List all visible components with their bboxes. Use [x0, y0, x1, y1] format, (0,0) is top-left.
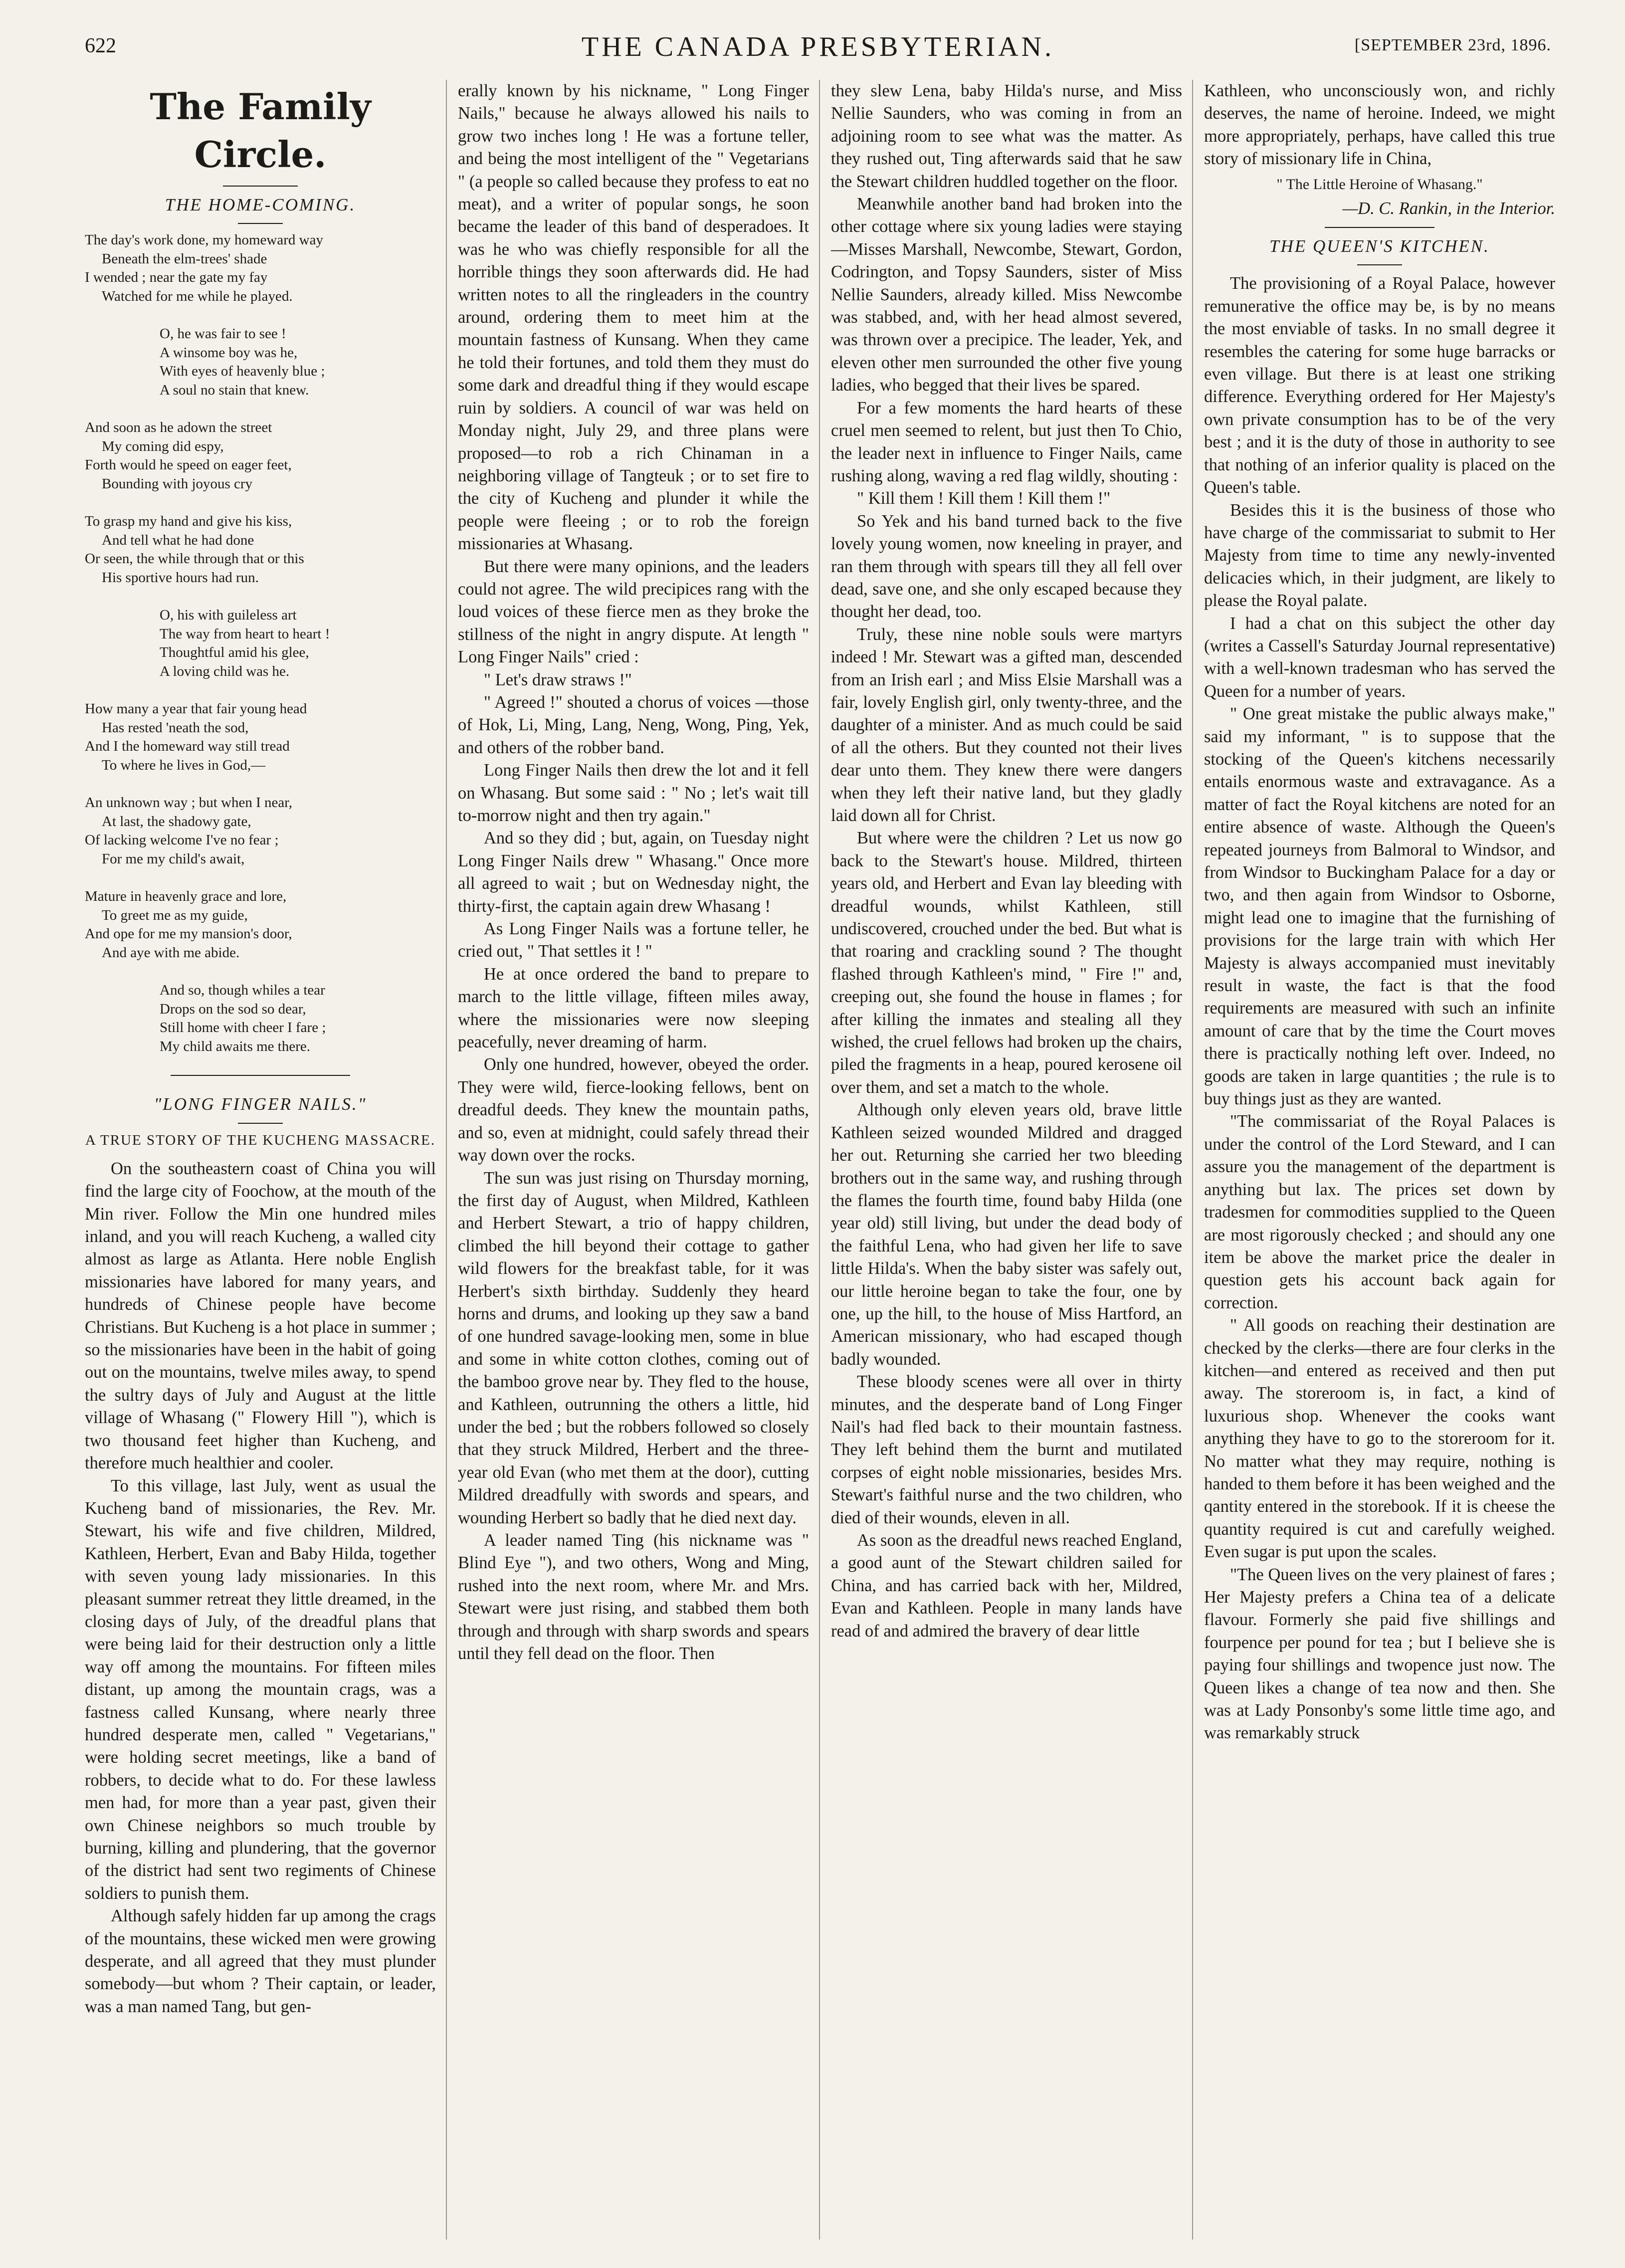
paragraph: "The Queen lives on the very plainest of fares ; Her Majesty prefers a China tea of a delicate flavour. Formerly she paid five shillings and fourpence per pound for tea ; but I believe she is paying four shillings and twopence just now. The Queen likes a change of tea now and then. She was at Lady Ponsonby's some little time ago, and was remarkably struck	[1204, 1565, 1555, 1743]
poem-body	[85, 231, 436, 1056]
paragraph: " Kill them ! Kill them ! Kill them !"	[857, 489, 1111, 508]
article-text	[1204, 80, 1555, 171]
poem-stanza	[160, 981, 436, 1056]
column-2	[458, 80, 809, 2240]
paragraph: "The commissariat of the Royal Palaces is under the control of the Lord Steward, and I can assure you the management of the department is anything but lax. The prices set down by tradesmen for commodities supplied to the Queen are most rigorously checked ; and should any one item be above the market price the dealer in question gets his account back again for correction.	[1204, 1112, 1555, 1312]
paragraph: For a few moments the hard hearts of these cruel men seemed to relent, but just then To Chio, the leader next in influence to Finger Nails, came rushing along, waving a red flag wildly, shouting :	[831, 398, 1182, 485]
poem-line: Has rested 'neath the sod,	[102, 719, 249, 736]
paragraph: On the southeastern coast of China you will find the large city of Foochow, at the mouth of the Min river. Follow the Min one hundred miles inland, and you will reach Kucheng, a walled city almost as large as Atlanta. Here noble English missionaries have labored for many years, and hundreds of Chinese people have become Christians. But Kucheng is a hot place in summer ; so the missionaries have been in the habit of going out on the mountains, twelve miles away, to spend the sultry days of July and August at the little village of Whasang (" Flowery Hill "), which is two thousand feet higher than Kucheng, and therefore much healthier and cooler.	[85, 1159, 436, 1473]
poem-line: My child awaits me there.	[160, 1038, 310, 1054]
poem-line: The way from heart to heart !	[160, 625, 330, 642]
poem-line: And so, though whiles a tear	[160, 982, 325, 999]
poem-stanza	[85, 418, 436, 493]
paragraph: So Yek and his band turned back to the five lovely young women, now kneeling in prayer, and ran them through with spears till they all fell over dead, save one, and she only escaped because they thought her dead, too.	[831, 511, 1182, 621]
poem-line: A winsome boy was he,	[160, 344, 298, 361]
article-title: THE QUEEN'S KITCHEN.	[1269, 236, 1490, 256]
paragraph: erally known by his nickname, " Long Finger Nails," because he always allowed his nails to grow two inches long ! He was a fortune teller, and being the most intelligent of the " Vegetarians " (a people so called because they profess to eat no meat), and a writer of popular songs, he soon became the leader of this band of desperadoes. It was he who was chiefly responsible for all the horrible things they soon afterwards did. He had written notes to all the ringleaders in the country around, ordering them to meet him at the mountain fastness of Kunsang. When they came he told their fortunes, and told them they must do some dark and dreadful thing if they would escape ruin by soldiers. A council of war was held on Monday night, July 29, and three plans were proposed—to rob a rich Chinaman in a neighboring village of Tangteuk ; or to set fire to the city of Kucheng and plunder it while the people were fleeing ; or to rob the foreign missionaries at Whasang.	[458, 81, 809, 554]
poem-line: And tell what he had done	[102, 532, 254, 548]
poem-line: I wended ; near the gate my fay	[85, 269, 268, 286]
poem-title: THE HOME-COMING.	[165, 195, 356, 214]
article-text	[831, 80, 1182, 1643]
paragraph: " Let's draw straws !"	[484, 670, 632, 689]
column-4	[1204, 80, 1555, 2240]
poem-line: To where he lives in God,—	[102, 757, 266, 773]
divider-rule	[1357, 264, 1402, 265]
paragraph: Long Finger Nails then drew the lot and it fell on Whasang. But some said : " No ; let's wait till to-morrow night and then try again."	[458, 761, 809, 825]
paragraph: Kathleen, who unconsciously won, and richly deserves, the name of heroine. Indeed, we might more appropriately, perhaps, have called this true story of missionary life in China,	[1204, 81, 1555, 169]
paragraph: they slew Lena, baby Hilda's nurse, and Miss Nellie Saunders, who was coming in from an adjoining room to see what was the matter. As they rushed out, Ting afterwards said that he saw the Stewart children huddled together on the floor.	[831, 81, 1182, 191]
paragraph: A leader named Ting (his nickname was " Blind Eye "), and two others, Wong and Ming, rushed into the next room, where Mr. and Mrs. Stewart were just rising, and stabbed them both through and through with sharp swords and spears until they fell dead on the floor. Then	[458, 1531, 809, 1663]
poem-line: And soon as he adown the street	[85, 419, 272, 436]
article-text	[458, 80, 809, 1665]
paragraph: To this village, last July, went as usual the Kucheng band of missionaries, the Rev. Mr. Stewart, his wife and five children, Mildred, Kathleen, Herbert, Evan and Baby Hilda, together with seven young lady missionaries. In this pleasant summer retreat they little dreamed, in the closing days of July, of the dreadful plans that were being laid for their destruction only a little way off among the mountains. For fifteen miles distant, up among the mountain crags, was a fastness called Kunsang, where nearly three hundred desperate men, called " Vegetarians," were holding secret meetings, like a band of robbers, to decide what to do. For these lawless men had, for more than a year past, given their own Chinese neighbors so much trouble by burning, killing and plundering, that the governor of the district had sent two regiments of Chinese soldiers to punish them.	[85, 1476, 436, 1903]
paragraph: " All goods on reaching their destination are checked by the clerks—there are four clerks in the kitchen—and entered as received and then put away. The storeroom is, in fact, a kind of luxurious shop. Whenever the cooks want anything they have to go to the storeroom for it. No matter what they may require, nothing is handed to them before it has been weighed and the qantity entered in the storebook. If it is cheese the quantity required is cut and carefully weighed. Even sugar is put upon the scales.	[1204, 1316, 1555, 1562]
poem-line: Watched for me while he played.	[102, 288, 293, 304]
poem-line: Of lacking welcome I've no fear ;	[85, 832, 279, 848]
poem-line: At last, the shadowy gate,	[102, 813, 251, 829]
divider-rule	[238, 1123, 283, 1124]
poem-stanza	[85, 887, 436, 962]
paragraph: These bloody scenes were all over in thirty minutes, and the desperate band of Long Finger Nail's had fled back to their mountain fastness. They left behind them the burnt and mutilated corpses of eight noble missionaries, besides Mrs. Stewart's faithful nurse and the two children, who died of their wounds, eleven in all.	[831, 1372, 1182, 1527]
poem-line: His sportive hours had run.	[102, 569, 259, 586]
poem-line: Thoughtful amid his glee,	[160, 644, 309, 661]
story-alt-title: " The Little Heroine of Whasang."	[1276, 176, 1483, 193]
poem-line: With eyes of heavenly blue ;	[160, 363, 325, 380]
poem-line: Drops on the sod so dear,	[160, 1001, 306, 1017]
poem-stanza	[160, 325, 436, 400]
poem-line: For me my child's await,	[102, 850, 245, 867]
paragraph: The sun was just rising on Thursday morning, the first day of August, when Mildred, Kathleen and Herbert Stewart, a trio of happy children, climbed the hill beyond their cottage to gather wild flowers for the breakfast table, for it was Herbert's sixth birthday. Suddenly they heard horns and drums, and looking up they saw a band of one hundred savage-looking men, some in blue and some in white cotton clothes, coming out of the bamboo grove near by. They fled to the house, and Kathleen, outrunning the others a little, hid under the bed ; but the robbers followed so closely that they struck Mildred, Herbert and the three-year old Evan (who met them at the door), cutting Mildred dreadfully with swords and spears, and wounding Herbert so badly that he died next day.	[458, 1168, 809, 1527]
page-number: 622	[85, 34, 116, 57]
divider-rule	[223, 186, 298, 187]
story-attribution: —D. C. Rankin, in the Interior.	[1342, 199, 1555, 218]
paragraph: As Long Finger Nails was a fortune teller, he cried out, " That settles it ! "	[458, 919, 809, 961]
poem-line: O, he was fair to see !	[160, 326, 286, 342]
poem-line: Beneath the elm-trees' shade	[102, 250, 267, 267]
divider-rule	[171, 1075, 350, 1076]
paragraph: Only one hundred, however, obeyed the order. They were wild, fierce-looking fellows, bent on dreadful deeds. They knew the mountain paths, and so, even at midnight, could safely thread their way down over the rocks.	[458, 1055, 809, 1165]
poem-stanza	[85, 512, 436, 587]
poem-line: And ope for me my mansion's door,	[85, 926, 292, 942]
poem-line: A soul no stain that knew.	[160, 382, 309, 398]
poem-line: Or seen, the while through that or this	[85, 551, 304, 567]
story-subtitle: A TRUE STORY OF THE KUCHENG MASSACRE.	[85, 1132, 436, 1148]
article-text	[85, 1158, 436, 2018]
paragraph: But where were the children ? Let us now go back to the Stewart's house. Mildred, thirteen years old, and Herbert and Evan lay bleeding with dreadful wounds, whilst Kathleen, still undiscovered, crouched under the bed. But what is that roaring and crackling sound ? The thought flashed through Kathleen's mind, " Fire !" and, creeping out, she found the house in flames ; for after killing the inmates and stealing all they wished, the cruel fellows had broken up the chairs, piled the fragments in a heap, poured kerosene oil over them, and set a match to the whole.	[831, 828, 1182, 1097]
divider-rule	[1325, 227, 1434, 228]
poem-line: Bounding with joyous cry	[102, 475, 253, 492]
paragraph: The provisioning of a Royal Palace, however remunerative the office may be, is by no means the most enviable of tasks. In no small degree it resembles the catering for some huge barracks or even village. But there is at least one striking difference. Everything ordered for Her Majesty's own private consumption has to be of the very best ; and it is the duty of those in authority to see that nothing of an inferior quality is placed on the Queen's table.	[1204, 274, 1555, 497]
poem-stanza	[85, 231, 436, 306]
poem-line: The day's work done, my homeward way	[85, 232, 323, 248]
paragraph: I had a chat on this subject the other day (writes a Cassell's Saturday Journal representative) with a well-known tradesman who has served the Queen for a number of years.	[1204, 614, 1555, 701]
paragraph: But there were many opinions, and the leaders could not agree. The wild precipices rang with the loud voices of these fierce men as they broke the stillness of the night in angry dispute. At length " Long Finger Nails" cried :	[458, 557, 809, 667]
poem-line: To greet me as my guide,	[102, 907, 248, 923]
column-divider	[1192, 80, 1193, 2240]
newspaper-title: THE CANADA PRESBYTERIAN.	[581, 31, 1055, 62]
story-title: "LONG FINGER NAILS."	[154, 1094, 367, 1114]
article-text	[1204, 272, 1555, 1744]
poem-line: An unknown way ; but when I near,	[85, 795, 293, 811]
poem-stanza	[85, 794, 436, 868]
issue-date: [SEPTEMBER 23rd, 1896.	[1354, 36, 1551, 54]
poem-stanza	[160, 606, 436, 681]
poem-line: And I the homeward way still tread	[85, 738, 290, 755]
paragraph: Although safely hidden far up among the crags of the mountains, these wicked men were growing desperate, and all agreed that they must plunder somebody—but whom ? Their captain, or leader, was a man named Tang, but gen-	[85, 1906, 436, 2016]
masthead	[85, 31, 1551, 66]
paragraph: And so they did ; but, again, on Tuesday night Long Finger Nails drew " Whasang." Once more all agreed to wait ; but on Wednesday night, the thirty-first, the captain again drew Whasang !	[458, 828, 809, 916]
paragraph: He at once ordered the band to prepare to march to the little village, fifteen miles away, where the missionaries were now sleeping peacefully, never dreaming of harm.	[458, 964, 809, 1052]
paragraph: As soon as the dreadful news reached England, a good aunt of the Stewart children sailed for China, and has carried back with her, Mildred, Evan and Kathleen. People in many lands have read of and admired the bravery of dear little	[831, 1531, 1182, 1641]
paragraph: Truly, these nine noble souls were martyrs indeed ! Mr. Stewart was a gifted man, descended from an Irish earl ; and Miss Elsie Marshall was a fair, lovely English girl, only twenty-three, and the daughter of a minister. And as much could be said of all the others. But they counted not their lives dear unto them. They knew there were dangers when they left their native land, but they gladly laid down all for Christ.	[831, 624, 1182, 825]
column-3	[831, 80, 1182, 2240]
poem-stanza	[85, 700, 436, 775]
poem-line: To grasp my hand and give his kiss,	[85, 513, 292, 530]
poem-line: Still home with cheer I fare ;	[160, 1020, 326, 1036]
paragraph: Meanwhile another band had broken into the other cottage where six young ladies were staying—Misses Marshall, Newcombe, Stewart, Gordon, Codrington, and Topsy Saunders, sister of Miss Nellie Saunders, already killed. Miss Newcombe was stabbed, and, with her head almost severed, was thrown over a precipice. The leader, Yek, and eleven other men surrounded the other five young ladies, who begged that their lives be spared.	[831, 195, 1182, 395]
poem-line: My coming did espy,	[102, 438, 224, 454]
poem-line: O, his with guileless art	[160, 607, 297, 623]
column-divider	[819, 80, 820, 2240]
poem-line: A loving child was he.	[160, 663, 290, 679]
poem-line: And aye with me abide.	[102, 944, 240, 961]
paragraph: " One great mistake the public always make," said my informant, " is to suppose that the stocking of the Queen's kitchens necessarily entails enormous waste and extravagance. As a matter of fact the Royal kitchens are noted for an entire absence of waste. Although the Queen's repeated journeys from Balmoral to Windsor, and from Windsor to Buckingham Palace for a day or two, and then again from Windsor to Osborne, might lead one to imagine that the furnishing of provisions for the large train with which Her Majesty is always accompanied must inevitably result in waste, the fact is that the food requirements are measured with such an infinite amount of care that by the time the Court moves there is practically nothing left over. Indeed, no goods are taken in large quantities ; the rule is to buy things just as they are wanted.	[1204, 704, 1555, 1109]
paragraph: Besides this it is the business of those who have charge of the commissariat to submit to Her Majesty from time to time any newly-invented delicacies which, in their judgment, are likely to please the Royal palate.	[1204, 500, 1555, 611]
column-1	[85, 80, 436, 2240]
poem-line: How many a year that fair young head	[85, 701, 307, 717]
poem-line: Mature in heavenly grace and lore,	[85, 888, 287, 905]
divider-rule	[238, 223, 283, 224]
paragraph: " Agreed !" shouted a chorus of voices —those of Hok, Li, Ming, Lang, Neng, Wong, Ping, Yek, and others of the robber band.	[458, 692, 809, 757]
poem-line: Forth would he speed on eager feet,	[85, 457, 292, 473]
paragraph: Although only eleven years old, brave little Kathleen seized wounded Mildred and dragged her out. Returning she carried her two bleeding brothers out in the same way, and rushing through the flames the fourth time, found baby Hilda (one year old) still living, but under the dead body of the faithful Lena, who had given her life to save little Hilda's. When the baby sister was safely out, our little heroine began to take the four, one by one, up the hill, to the house of Miss Hartford, an American missionary, who had escaped though badly wounded.	[831, 1100, 1182, 1369]
column-divider	[446, 80, 447, 2240]
section-title: The Family Circle.	[150, 85, 371, 176]
